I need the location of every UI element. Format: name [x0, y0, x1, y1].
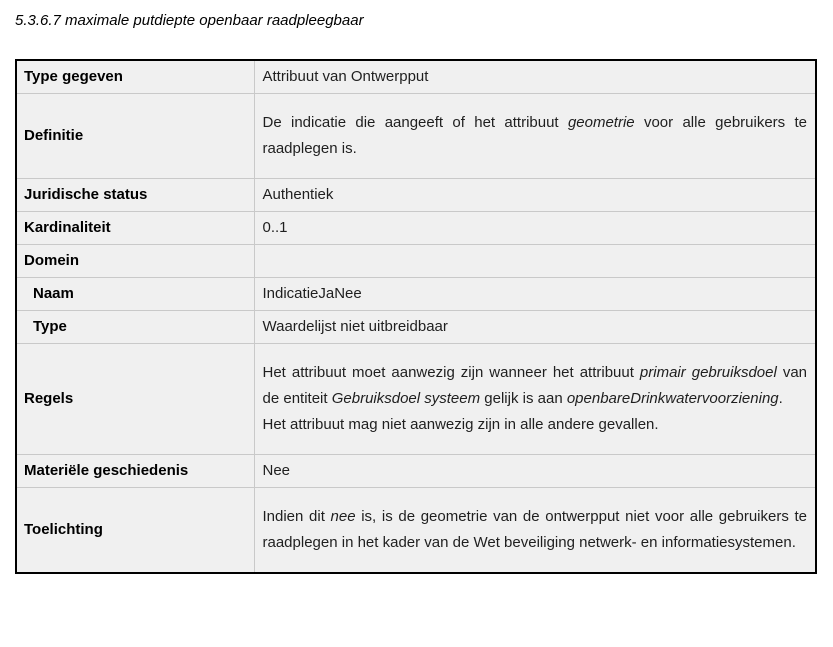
row-value: Attribuut van Ontwerpput [254, 60, 816, 94]
row-label: Toelichting [16, 488, 254, 574]
table-row-materiele-geschiedenis [16, 455, 816, 488]
row-value [254, 245, 816, 278]
row-label: Regels [16, 344, 254, 455]
table-row-regels [16, 344, 816, 455]
row-label: Domein [16, 245, 254, 278]
table-row-type [16, 311, 816, 344]
row-label: Naam [16, 278, 254, 311]
table-row-type-gegeven [16, 60, 816, 94]
row-value: Authentiek [254, 179, 816, 212]
table-row-toelichting [16, 488, 816, 574]
table-row-juridische-status [16, 179, 816, 212]
table-row-kardinaliteit [16, 212, 816, 245]
section-heading: 5.3.6.7 maximale putdiepte openbaar raadpleegbaar [15, 12, 364, 29]
row-label: Kardinaliteit [16, 212, 254, 245]
row-value: IndicatieJaNee [254, 278, 816, 311]
row-label: Type [16, 311, 254, 344]
table-row-naam [16, 278, 816, 311]
row-value: Indien dit nee is, is de geometrie van de ontwerpput niet voor alle gebruikers te raadplegen in het kader van de Wet beveiliging netwerk- en informatiesystemen. [254, 488, 816, 574]
row-label: Materiële geschiedenis [16, 455, 254, 488]
row-label: Type gegeven [16, 60, 254, 94]
row-value: 0..1 [254, 212, 816, 245]
row-label: Definitie [16, 94, 254, 179]
row-value: De indicatie die aangeeft of het attribuut geometrie voor alle gebruikers te raadplegen is. [254, 94, 816, 179]
row-label: Juridische status [16, 179, 254, 212]
row-value: Het attribuut moet aanwezig zijn wanneer het attribuut primair gebruiksdoel van de entiteit Gebruiksdoel systeem gelijk is aan openbareDrinkwatervoorziening. Het attribuut mag niet aanwezig zijn in alle andere gevallen. [254, 344, 816, 455]
row-value: Nee [254, 455, 816, 488]
table-row-domein [16, 245, 816, 278]
attribute-definition-table [15, 59, 817, 574]
row-value: Waardelijst niet uitbreidbaar [254, 311, 816, 344]
table-row-definitie [16, 94, 816, 179]
